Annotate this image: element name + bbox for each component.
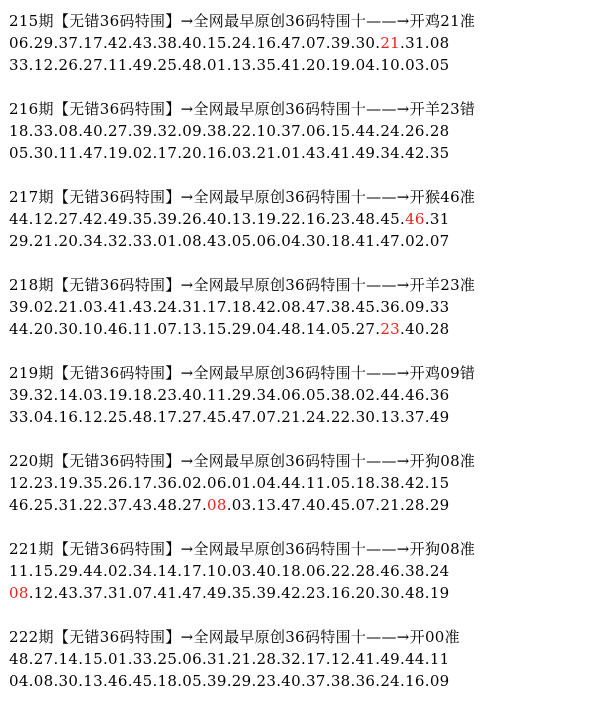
entry-header: 218期【无错36码特围】→全网最早原创36码特围十——→开羊23准	[9, 276, 476, 294]
number-line	[9, 296, 589, 318]
entry-block	[9, 98, 589, 186]
number-sequence: .40.28	[400, 320, 450, 338]
number-sequence: .03.13.47.40.45.07.21.28.29	[226, 496, 450, 514]
entry-header: 220期【无错36码特围】→全网最早原创36码特围十——→开狗08准	[9, 452, 476, 470]
number-line	[9, 208, 589, 230]
number-sequence: 18.33.08.40.27.39.32.09.38.22.10.37.06.15.44.24.26.28	[9, 122, 450, 140]
entry-header: 216期【无错36码特围】→全网最早原创36码特围十——→开羊23错	[9, 100, 476, 118]
entry-header: 222期【无错36码特围】→全网最早原创36码特围十——→开00准	[9, 628, 460, 646]
number-sequence: 44.20.30.10.46.11.07.13.15.29.04.48.14.05.27.	[9, 320, 381, 338]
entry-block	[9, 274, 589, 362]
number-sequence: 11.15.29.44.02.34.14.17.10.03.40.18.06.22.28.46.38.24	[9, 562, 450, 580]
number-line	[9, 670, 589, 692]
entry-block	[9, 538, 589, 626]
number-line	[9, 406, 589, 428]
number-line	[9, 142, 589, 164]
winning-number: 08	[9, 584, 29, 602]
number-line	[9, 648, 589, 670]
prediction-document	[9, 10, 589, 714]
entry-block	[9, 450, 589, 538]
number-line	[9, 318, 589, 340]
number-sequence: 33.12.26.27.11.49.25.48.01.13.35.41.20.19.04.10.03.05	[9, 56, 450, 74]
entry-block	[9, 186, 589, 274]
number-sequence: 44.12.27.42.49.35.39.26.40.13.19.22.16.23.48.45.	[9, 210, 406, 228]
number-line	[9, 32, 589, 54]
number-line	[9, 494, 589, 516]
number-sequence: 06.29.37.17.42.43.38.40.15.24.16.47.07.39.30.	[9, 34, 381, 52]
entry-header: 221期【无错36码特围】→全网最早原创36码特围十——→开狗08准	[9, 540, 476, 558]
number-sequence: 48.27.14.15.01.33.25.06.31.21.28.32.17.12.41.49.44.11	[9, 650, 450, 668]
number-line	[9, 582, 589, 604]
winning-number: 23	[380, 320, 401, 338]
number-sequence: 04.08.30.13.46.45.18.05.39.29.23.40.37.38.36.24.16.09	[9, 672, 450, 690]
number-sequence: 29.21.20.34.32.33.01.08.43.05.06.04.30.18.41.47.02.07	[9, 232, 450, 250]
number-sequence: .12.43.37.31.07.41.47.49.35.39.42.23.16.20.30.48.19	[28, 584, 450, 602]
number-sequence: 39.32.14.03.19.18.23.40.11.29.34.06.05.38.02.44.46.36	[9, 386, 450, 404]
number-sequence: 12.23.19.35.26.17.36.02.06.01.04.44.11.05.18.38.42.15	[9, 474, 450, 492]
number-sequence: 39.02.21.03.41.43.24.31.17.18.42.08.47.38.45.36.09.33	[9, 298, 450, 316]
entry-header: 217期【无错36码特围】→全网最早原创36码特围十——→开猴46准	[9, 188, 476, 206]
number-sequence: .31	[424, 210, 450, 228]
number-line	[9, 384, 589, 406]
number-sequence: 46.25.31.22.37.43.48.27.	[9, 496, 208, 514]
number-sequence: 33.04.16.12.25.48.17.27.45.47.07.21.24.22.30.13.37.49	[9, 408, 450, 426]
number-sequence: 05.30.11.47.19.02.17.20.16.03.21.01.43.41.49.34.42.35	[9, 144, 450, 162]
number-line	[9, 120, 589, 142]
number-line	[9, 560, 589, 582]
entry-block	[9, 626, 589, 714]
winning-number: 21	[380, 34, 401, 52]
entry-header: 215期【无错36码特围】→全网最早原创36码特围十——→开鸡21准	[9, 12, 476, 30]
number-line	[9, 472, 589, 494]
entry-block	[9, 10, 589, 98]
number-sequence: .31.08	[400, 34, 450, 52]
winning-number: 08	[207, 496, 227, 514]
number-line	[9, 230, 589, 252]
winning-number: 46	[405, 210, 425, 228]
number-line	[9, 54, 589, 76]
entry-header: 219期【无错36码特围】→全网最早原创36码特围十——→开鸡09错	[9, 364, 476, 382]
entry-block	[9, 362, 589, 450]
